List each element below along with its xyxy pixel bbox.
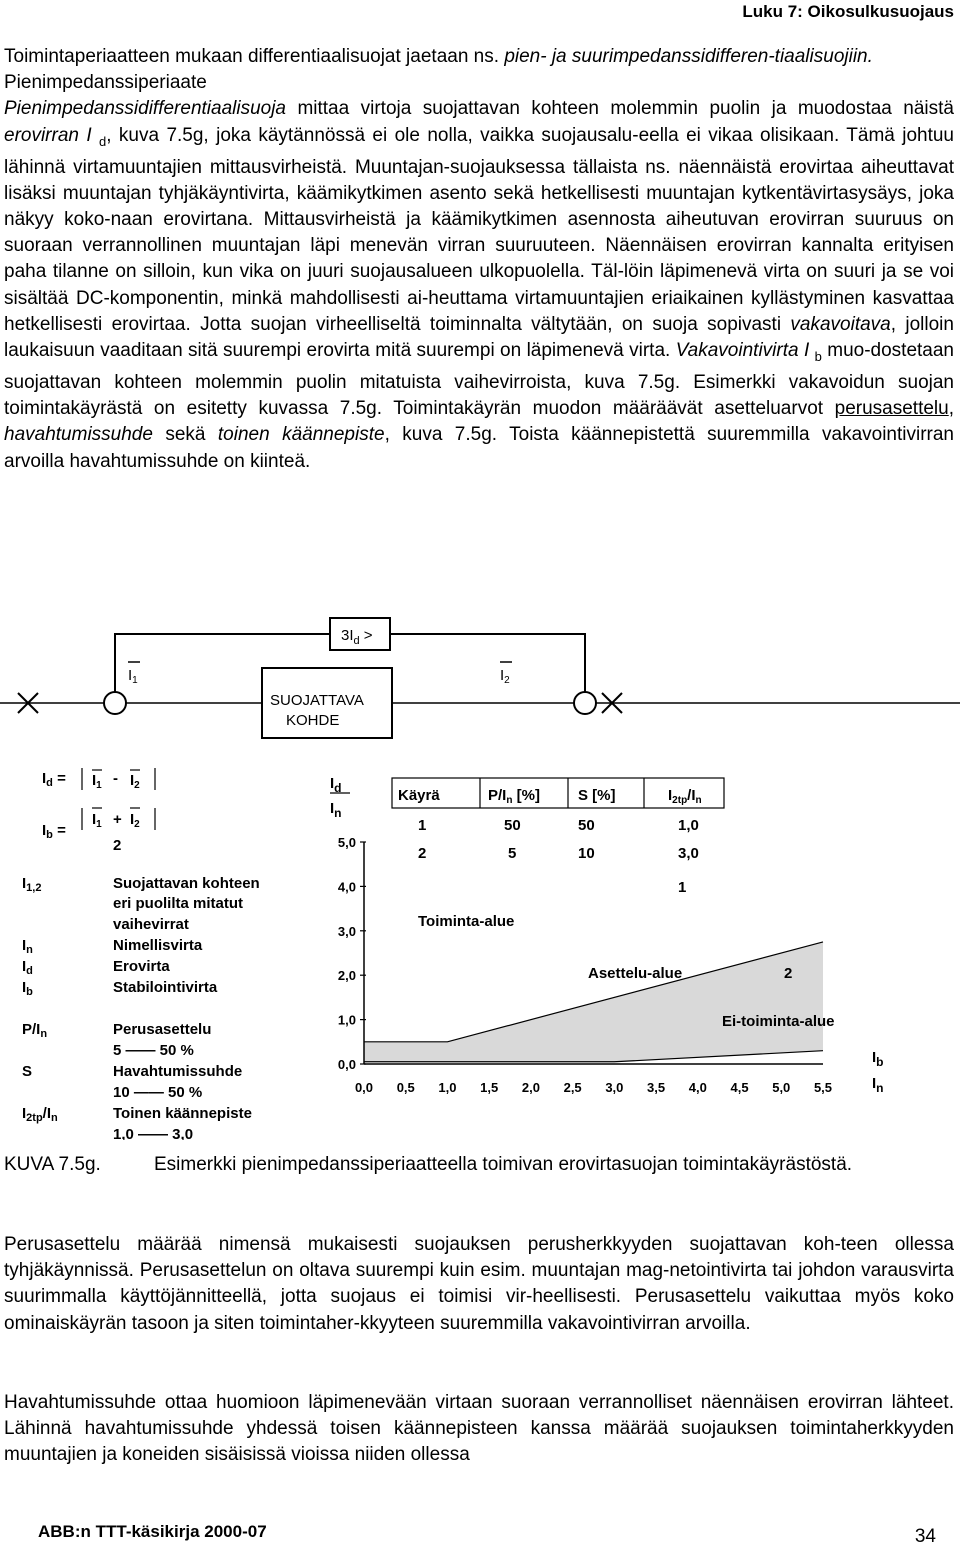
x-tick-label: 3,0 — [605, 1080, 624, 1095]
x-tick-label: 4,0 — [688, 1080, 707, 1095]
intro-text — [4, 44, 954, 475]
curve-1-label: 1 — [678, 879, 687, 896]
curve-2-label: 2 — [784, 965, 793, 982]
table-header-s: S [%] — [578, 787, 616, 804]
svg-text:I1: $I_1$ — [92, 811, 102, 830]
svg-text:vaihevirrat: vaihevirrat — [113, 916, 189, 933]
i2-label: $I_2$ — [500, 667, 510, 686]
y-axis-label-top: $I_d$ — [330, 775, 342, 795]
x-tick-label: 3,5 — [647, 1080, 666, 1095]
paragraph-3: Perusasettelu määrää nimensä mukaisesti suojauksen perusherkkyyden suojattavan koh-teen ollessa tyhjäkäynnissä. Perusasettelun on oltava suurempi kuin esim. muuntajan mag-netointivirta tai johdon varausvirta suurimmalla käyttöjännitteellä, jotta suojaus ei toimisi vir-heellisesti. Perusasettelu vaikuttaa myös koko ominaiskäyrän tasoon ja siten toimintaher-kkyyteen suuremmilla vakavointivirran arvoilla. — [4, 1234, 954, 1334]
svg-text:Havahtumissuhde: Havahtumissuhde — [113, 1063, 243, 1080]
x-tick-label: 0,0 — [354, 1080, 374, 1095]
i1-label: $I_1$ — [128, 667, 138, 686]
svg-text:P/In: $P/I_n$ — [22, 1021, 48, 1040]
svg-text:I2: $I_2$ — [130, 772, 140, 791]
paragraph-1: Toimintaperiaatteen mukaan differentiaalisuojat jaetaan ns. pien- ja suurimpedanssidifferen-tiaalisuojiin. — [4, 46, 873, 67]
svg-text:Erovirta: Erovirta — [113, 958, 170, 975]
x-axis-label-top: $I_b$ — [872, 1049, 884, 1069]
svg-text:5 —— 50 %: 5 —— 50 % — [113, 1042, 194, 1059]
section-heading: Pienimpedanssiperiaate — [4, 72, 207, 94]
region-setting-label: Asettelu-alue — [588, 965, 683, 982]
x-axis-label-bottom: $I_n$ — [872, 1075, 884, 1095]
svg-text:-: - — [113, 770, 118, 787]
x-tick-label: 2,0 — [521, 1080, 540, 1095]
svg-text:I2tp/In: $I_{2tp}/I_n$ — [22, 1105, 58, 1124]
x-tick-label: 0,5 — [396, 1080, 415, 1095]
circuit-diagram — [0, 618, 960, 738]
svg-text:2: 2 — [113, 837, 122, 854]
object-label-2: KOHDE — [286, 712, 340, 729]
svg-text:2: 2 — [418, 845, 427, 862]
y-tick-label: 4,0 — [337, 879, 356, 895]
table-header-p: $P/I_n$ [%] — [488, 787, 540, 806]
legend — [22, 875, 260, 1140]
footer-source: ABB:n TTT-käsikirja 2000-07 — [38, 1522, 267, 1541]
svg-text:50: 50 — [578, 817, 595, 834]
region-nonoperate-label: Ei-toiminta-alue — [722, 1013, 835, 1030]
svg-text:Toinen käännepiste: Toinen käännepiste — [113, 1105, 252, 1122]
figure-7-5g — [0, 610, 960, 1140]
svg-text:Perusasettelu: Perusasettelu — [113, 1021, 212, 1038]
y-tick-label: 0,0 — [337, 1057, 356, 1072]
svg-text:In: $I_n$ — [22, 937, 33, 956]
svg-text:Nimellisvirta: Nimellisvirta — [113, 937, 203, 954]
x-tick-label: 1,0 — [438, 1080, 457, 1095]
svg-text:10 —— 50 %: 10 —— 50 % — [113, 1084, 203, 1101]
svg-text:Suojattavan kohteen: Suojattavan kohteen — [113, 875, 260, 892]
eq-ib-symbol: $I_b$ = — [42, 822, 66, 841]
caption-number: KUVA 7.5g. — [4, 1154, 101, 1175]
svg-text:50: 50 — [504, 817, 521, 834]
equations — [42, 768, 155, 854]
chapter-header: Luku 7: Oikosulkusuojaus — [742, 2, 954, 21]
y-tick-label: 5,0 — [337, 835, 356, 850]
svg-text:1,0 —— 3,0: 1,0 —— 3,0 — [113, 1126, 194, 1140]
svg-text:Ib: $I_b$ — [22, 979, 33, 998]
figure-svg — [0, 610, 960, 1140]
wire-right — [390, 634, 585, 692]
svg-text:5: 5 — [508, 845, 517, 862]
region-operate-label: Toiminta-alue — [418, 913, 515, 930]
svg-text:1: 1 — [418, 817, 427, 834]
x-tick-label: 4,5 — [730, 1080, 749, 1095]
current-transformer-right-icon — [574, 692, 596, 714]
svg-text:S: S — [22, 1063, 33, 1080]
y-tick-label: 1,0 — [337, 1012, 356, 1028]
svg-text:1,0: 1,0 — [678, 817, 699, 834]
svg-text:I2: $I_2$ — [130, 811, 140, 830]
x-tick-label: 2,5 — [563, 1080, 582, 1095]
table-header-i2tp: $I_{2tp}/I_n$ — [668, 787, 702, 806]
page-number: 34 — [914, 1526, 936, 1547]
object-label-1: SUOJATTAVA — [270, 692, 364, 709]
x-tick-label: 1,5 — [480, 1080, 499, 1095]
table-header-curve: Käyrä — [398, 787, 440, 804]
svg-text:Id: $I_d$ — [22, 958, 33, 977]
relay-label: $3I_d$ > — [341, 627, 373, 647]
svg-text:+: + — [113, 811, 122, 828]
y-tick-label: 2,0 — [337, 968, 356, 984]
x-tick-label: 5,0 — [772, 1080, 791, 1095]
eq-id-symbol: $I_d$ = — [42, 770, 66, 789]
caption-text: Esimerkki pienimpedanssiperiaatteella toimivan erovirtasuojan toimintakäyrästöstä. — [154, 1154, 853, 1175]
svg-text:I1: $I_1$ — [92, 772, 102, 791]
y-axis-label-bottom: $I_n$ — [330, 800, 342, 820]
svg-text:3,0: 3,0 — [678, 845, 699, 862]
settings-table — [392, 778, 724, 862]
svg-text:I1,2: $I_{1,2}$ — [22, 875, 42, 894]
svg-text:eri puolilta mitatut: eri puolilta mitatut — [113, 895, 244, 912]
current-transformer-left-icon — [104, 692, 126, 714]
svg-text:Stabilointivirta: Stabilointivirta — [113, 979, 218, 996]
paragraph-4: Havahtumissuhde ottaa huomioon läpimenevään virtaan suoraan verrannolliset näennäisen erovirran lähteet. Lähinnä havahtumissuhde yhdessä toisen käännepisteen kanssa määrää suojauksen toimintaherkkyyden muuntajien ja koneiden sisäisissä vioissa niiden ollessa — [4, 1392, 954, 1466]
paragraph-2: Pienimpedanssidifferentiaalisuoja mittaa virtoja suojattavan kohteen molemmin puolin ja muodostaa näistä erovirran I $_d$, kuva 7.5g, joka käytännössä ei ole nolla, vaikka suojausalu-eella ei vikaa olisikaan. Tämä johtuu lähinnä virtamuuntajien mittausvirheistä. Muuntajan-suojauksessa tällaista ns. näennäistä erovirtaa aiheuttavat lisäksi muuntajan tyhjäkäyntivirta, käämikytkimen asento sekä hetkellisesti muuntajan kytkentävirtasysäys, joka näkyy koko-naan erovirtana. Mittausvirheistä ja käämikytkimen asennosta aiheutuvan erovirran suuruus on suoraan verrannollinen muuntajan läpi menevän virran suuruuteen. Näennäisen erovirran kannalta erityisen paha tilanne on silloin, kun vika on juuri suojausalueen ulkopuolella. Täl-löin läpimenevä virta on suuri ja se voi sisältää DC-komponentin, minkä mahdollisesti ai-heuttama virtamuuntajien eriaikainen kyllästyminen kasvattaa hetkellisesti erovirtaa. Jotta suojan virheelliseltä toiminnalta vältytään, on suoja sopivasti vakavoitava, jolloin laukaisuun vaaditaan sitä suurempi erovirta mitä suurempi on läpimenevä virta. Vakavointivirta I $_b$ muo-dostetaan suojattavan kohteen molemmin puolin mitatuista vaihevirroista, kuva 7.5g. Esimerkki vakavoidun suojan toimintakäyrästä on esitetty kuvassa 7.5g. Toimintakäyrän muodon määräävät asetteluarvot perusasettelu, havahtumissuhde sekä toinen käännepiste, kuva 7.5g. Toista käännepistettä suuremmilla vakavointivirran arvoilla havahtumissuhde on kiinteä. — [4, 98, 955, 472]
x-tick-label: 5,5 — [813, 1080, 833, 1095]
operating-characteristic-chart — [330, 775, 884, 1095]
svg-text:10: 10 — [578, 845, 595, 862]
y-tick-label: 3,0 — [337, 923, 356, 939]
